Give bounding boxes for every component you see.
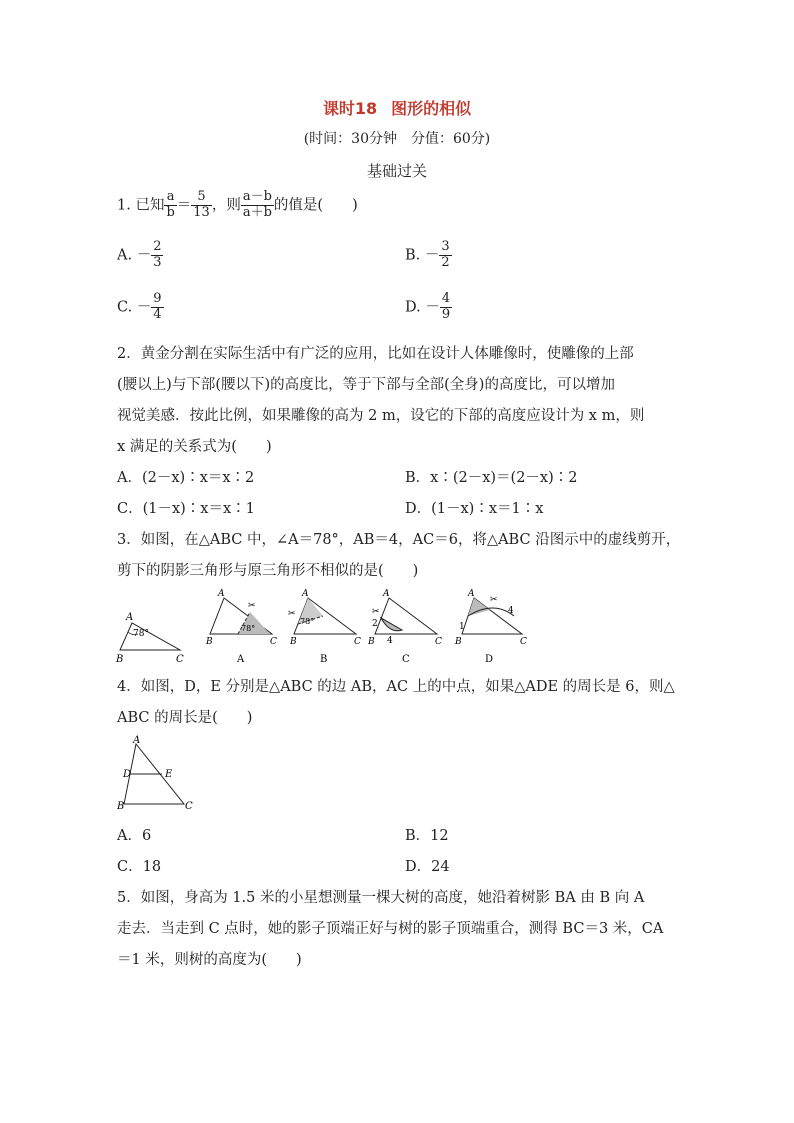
q1-option-d[interactable]: D. － $\frac{4}{9}$ [405, 291, 451, 322]
svg-text:C: C [176, 654, 184, 665]
svg-text:C: C [185, 801, 193, 812]
svg-text:C: C [520, 637, 527, 647]
svg-text:2: 2 [372, 619, 378, 629]
text: 的值是( ) [273, 197, 358, 214]
svg-text:A: A [237, 654, 245, 665]
section-heading: 基础过关 [366, 162, 427, 180]
fraction-a-over-b: $\frac{a}{b}$ [166, 189, 175, 220]
q3-line-2: 剪下的阴影三角形与原三角形不相似的是( ) [117, 563, 419, 579]
q2-line-3: 视觉美感．按此比例，如果雕像的高为 2 m，设它的下部的高度应设计为 x m，则 [117, 408, 645, 424]
q2-line-2: (腰以上)与下部(腰以下)的高度比，等于下部与全部(全身)的高度比，可以增加 [117, 377, 615, 393]
scissors-icon: ✂ [490, 595, 498, 605]
figure-option-c[interactable] [367, 589, 442, 665]
lesson-topic: 图形的相似 [391, 99, 472, 118]
svg-text:D: D [485, 654, 494, 665]
q1-option-a[interactable]: A. － $\frac{2}{3}$ [117, 239, 162, 270]
q3-figures [110, 586, 550, 666]
svg-text:B: B [320, 654, 328, 665]
q4-line-2: ABC 的周长是( ) [117, 710, 253, 726]
svg-text:C: C [270, 637, 277, 647]
q4-option-c[interactable]: C．18 [117, 859, 162, 875]
q2-line-4: x 满足的关系式为( ) [117, 439, 272, 455]
svg-text:78°: 78° [241, 624, 256, 633]
fraction-expression: $\frac{a-b}{a+b}$ [242, 189, 272, 220]
svg-text:C: C [354, 637, 361, 647]
q3-line-1: 3．如图，在△ABC 中，∠A＝78°，AB＝4，AC＝6，将△ABC 沿图示中的虚线剪开， [117, 532, 681, 548]
q1-option-c[interactable]: C. － $\frac{9}{4}$ [117, 291, 162, 322]
lesson-number: 课时18 [322, 99, 378, 118]
scissors-icon: ✂ [248, 601, 256, 611]
svg-text:B: B [455, 637, 462, 647]
q2-line-1: 2．黄金分割在实际生活中有广泛的应用，比如在设计人体雕像时，使雕像的上部 [117, 346, 634, 362]
svg-text:1: 1 [459, 622, 465, 632]
svg-text:B: B [290, 637, 297, 647]
question-number: 1. [117, 197, 131, 214]
svg-text:B: B [117, 801, 125, 812]
question-1-stem [117, 190, 358, 221]
lesson-title [0, 96, 794, 119]
q4-triangle-figure [112, 734, 208, 814]
svg-text:A: A [468, 589, 475, 599]
q2-option-b[interactable]: B．x∶(2－x)＝(2－x)∶2 [405, 470, 578, 486]
svg-text:A: A [218, 589, 225, 599]
svg-text:4: 4 [508, 606, 514, 616]
figure-option-b[interactable] [288, 589, 361, 665]
svg-text:78°: 78° [300, 617, 315, 626]
q5-line-2: 走去．当走到 C 点时，她的影子顶端正好与树的影子顶端重合，测得 BC＝3 米，CA [117, 921, 664, 937]
q2-option-a[interactable]: A．(2－x)∶x＝x∶2 [117, 470, 255, 486]
fraction-5-over-13: $\frac{5}{13}$ [193, 189, 210, 220]
q4-option-a[interactable]: A．6 [117, 828, 152, 844]
figure-option-a[interactable] [205, 589, 277, 665]
q4-option-d[interactable]: D．24 [405, 859, 450, 875]
time-score-info: (时间：30分钟 分值：60分) [303, 131, 491, 147]
svg-text:E: E [165, 769, 173, 780]
q4-option-b[interactable]: B．12 [405, 828, 449, 844]
q1-option-b[interactable]: B. － $\frac{3}{2}$ [405, 239, 450, 270]
svg-text:4: 4 [387, 636, 393, 646]
svg-text:B: B [206, 637, 213, 647]
q2-option-d[interactable]: D．(1－x)∶x＝1∶x [405, 501, 544, 517]
scissors-icon: ✂ [372, 607, 380, 617]
q4-line-1: 4．如图，D，E 分别是△ABC 的边 AB，AC 上的中点，如果△ADE 的周长是 6，则△ [117, 679, 675, 695]
svg-text:A: A [383, 589, 390, 599]
svg-text:A: A [126, 612, 134, 623]
svg-text:C: C [402, 654, 410, 665]
scissors-icon: ✂ [288, 609, 296, 619]
svg-text:B: B [116, 654, 124, 665]
original-triangle [115, 612, 184, 665]
q5-line-3: ＝1 米，则树的高度为( ) [117, 952, 302, 968]
q2-option-c[interactable]: C．(1－x)∶x＝x∶1 [117, 501, 255, 517]
svg-text:D: D [123, 769, 132, 780]
text: 已知 [135, 197, 165, 214]
text: ，则 [211, 197, 241, 214]
q5-line-1: 5．如图，身高为 1.5 米的小星想测量一棵大树的高度，她沿着树影 BA 由 B 向 A [117, 890, 645, 906]
svg-text:A: A [133, 735, 141, 746]
svg-text:78°: 78° [133, 629, 149, 639]
equals-sign: ＝ [176, 197, 192, 214]
svg-text:C: C [435, 637, 442, 647]
svg-text:B: B [368, 637, 375, 647]
figure-option-d[interactable] [454, 589, 527, 665]
svg-text:A: A [302, 589, 309, 599]
